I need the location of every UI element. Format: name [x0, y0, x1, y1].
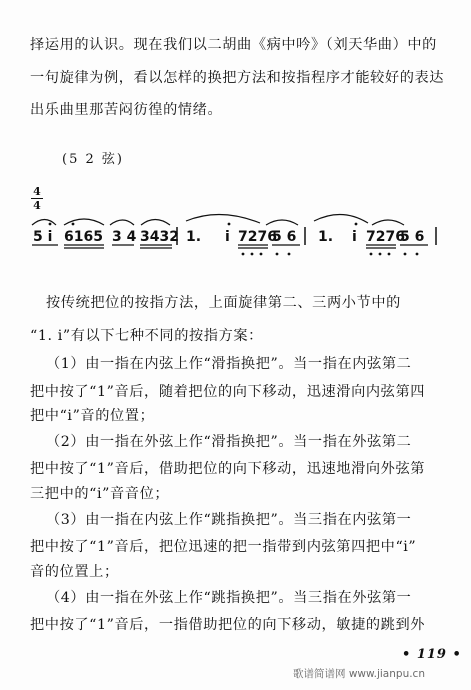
- note-group: 7276: [238, 229, 277, 245]
- text-line: 出乐曲里那苦闷彷徨的情绪。: [30, 102, 223, 118]
- low-dot: [379, 253, 382, 256]
- score-svg: [0, 205, 471, 265]
- list-item: （2）由一指在外弦上作“滑指换把”。当一指在外弦第二: [46, 434, 412, 450]
- octave-dot: [72, 223, 75, 226]
- note-group: 5 6: [400, 229, 425, 245]
- text-line: 三把中的“i”音音位；: [30, 486, 170, 502]
- low-dot: [388, 253, 391, 256]
- watermark: 歌谱简谱网 www.jianpu.cn: [293, 668, 425, 680]
- note-group: 3432: [140, 229, 179, 245]
- text-line: 把中“i”音的位置；: [30, 408, 155, 424]
- low-dot: [416, 253, 419, 256]
- time-signature-bottom: 4: [33, 199, 41, 212]
- key-indication: (5 2 弦): [62, 152, 124, 167]
- note-group: 1.: [318, 229, 334, 245]
- slur: [372, 220, 404, 225]
- text-line: 一句旋律为例，看以怎样的换把方法和按指程序才能较好的表达: [30, 70, 445, 86]
- note-group: 6165: [64, 229, 103, 245]
- slur: [110, 220, 134, 225]
- page-number: • 119 •: [402, 647, 462, 662]
- octave-dot: [49, 223, 52, 226]
- underlines: [32, 245, 428, 248]
- text-line: 择运用的认识。现在我们以二胡曲《病中吟》（刘天华曲）中的: [30, 37, 437, 53]
- low-dot: [276, 253, 279, 256]
- low-dot: [260, 253, 263, 256]
- slurs: [32, 214, 404, 225]
- note-group: 5 6: [272, 229, 297, 245]
- note-group: 1.: [186, 229, 202, 245]
- time-signature-top: 4: [33, 185, 41, 198]
- list-item: （3）由一指在内弦上作“跳指换把”。当三指在内弦第一: [46, 512, 412, 528]
- slur: [64, 219, 104, 225]
- slur: [186, 214, 260, 223]
- text-line: “1. i”有以下七种不同的按指方案：: [30, 328, 263, 344]
- high-octave-dots: [49, 223, 358, 226]
- note-group: 7276: [366, 229, 405, 245]
- jianpu-score: [0, 205, 471, 265]
- note-group: 5 i: [33, 229, 53, 245]
- slur: [32, 220, 56, 226]
- low-dot: [404, 253, 407, 256]
- list-item: （4）由一指在外弦上作“跳指换把”。当三指在外弦第一: [46, 590, 412, 606]
- low-dot: [370, 253, 373, 256]
- low-dot: [242, 253, 245, 256]
- slur: [314, 214, 368, 223]
- text-line: 音的位置上；: [30, 564, 119, 580]
- note-group: i: [352, 229, 357, 245]
- text-line: 把中按了“1”音后，借助把位的向下移动，迅速地滑向外弦第: [30, 461, 426, 477]
- low-dot: [288, 253, 291, 256]
- slur: [266, 220, 298, 225]
- text-line: 把中按了“1”音后，随着把位的向下移动，迅速滑向内弦第四: [30, 384, 426, 400]
- low-dot: [251, 253, 254, 256]
- list-item: （1）由一指在内弦上作“滑指换把”。当一指在内弦第二: [46, 356, 412, 372]
- text-line: 把中按了“1”音后，一指借助把位的向下移动，敏捷的跳到外: [30, 617, 426, 633]
- low-octave-dots: [242, 253, 419, 256]
- octave-dot: [355, 223, 358, 226]
- slur: [141, 220, 170, 226]
- octave-dot: [228, 223, 231, 226]
- note-group: 3 4: [112, 229, 137, 245]
- note-group: i: [225, 229, 230, 245]
- text-line: 把中按了“1”音后，把位迅速的把一指带到内弦第四把中“i”: [30, 539, 417, 555]
- text-line: 按传统把位的按指方法，上面旋律第二、三两小节中的: [46, 295, 401, 311]
- notes: [33, 229, 424, 245]
